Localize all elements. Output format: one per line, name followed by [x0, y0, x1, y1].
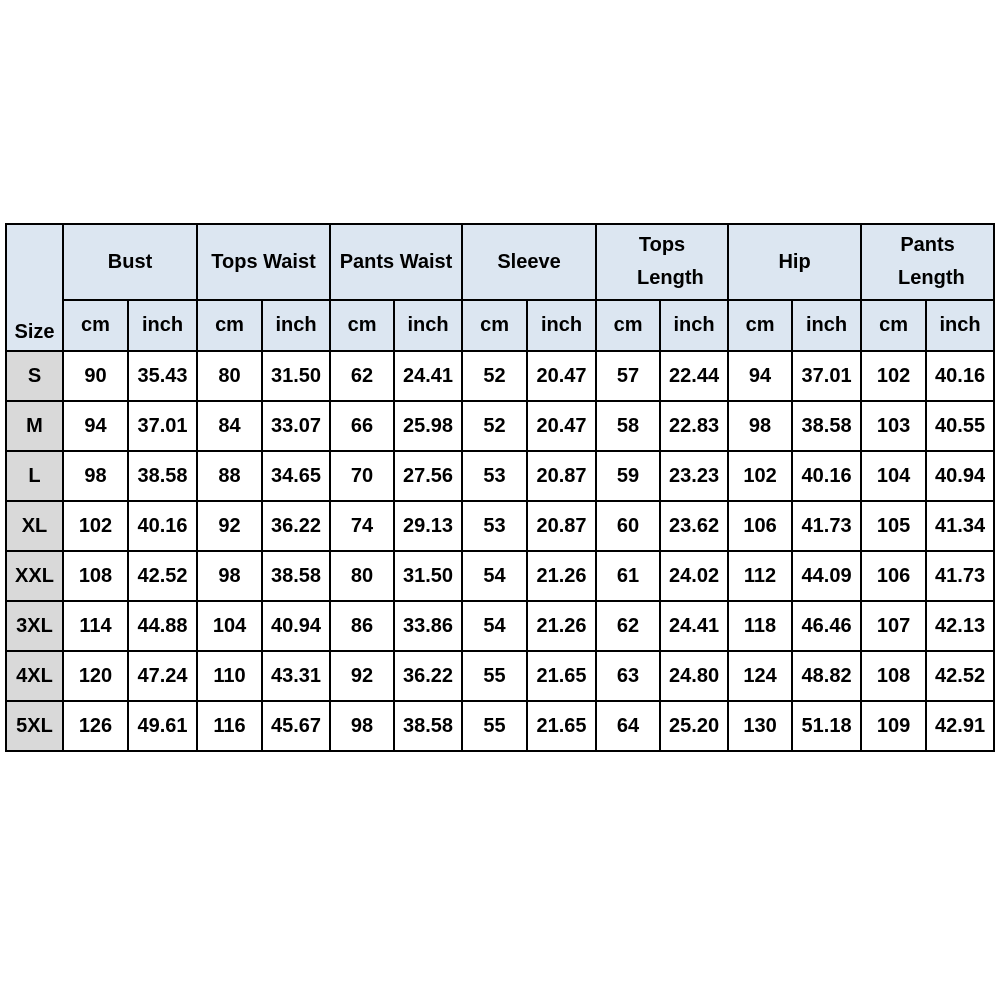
table-cell: 38.58: [792, 401, 861, 451]
table-row: [6, 651, 994, 701]
table-cell: 36.22: [394, 651, 462, 701]
table-cell: 80: [330, 551, 394, 601]
table-cell: 70: [330, 451, 394, 501]
table-cell: 36.22: [262, 501, 330, 551]
table-cell: 80: [197, 351, 262, 401]
table-cell: 40.16: [792, 451, 861, 501]
table-cell: 29.13: [394, 501, 462, 551]
table-cell: 107: [861, 601, 926, 651]
group-header-bust: Bust: [63, 224, 197, 300]
table-cell: 105: [861, 501, 926, 551]
table-cell: 40.16: [128, 501, 197, 551]
table-cell: 24.80: [660, 651, 728, 701]
table-cell: 23.62: [660, 501, 728, 551]
table-cell: 55: [462, 701, 527, 751]
table-row: [6, 401, 994, 451]
table-cell: 90: [63, 351, 128, 401]
table-row: [6, 701, 994, 751]
table-cell: 20.47: [527, 351, 596, 401]
table-cell: 42.52: [128, 551, 197, 601]
group-header-pants-waist: Pants Waist: [330, 224, 462, 300]
table-cell: 27.56: [394, 451, 462, 501]
table-cell: 94: [728, 351, 792, 401]
table-cell: 114: [63, 601, 128, 651]
table-cell: 104: [861, 451, 926, 501]
table-cell: 98: [728, 401, 792, 451]
table-cell: 53: [462, 501, 527, 551]
size-label: L: [6, 451, 63, 501]
table-cell: 44.88: [128, 601, 197, 651]
table-cell: 38.58: [394, 701, 462, 751]
table-cell: 102: [63, 501, 128, 551]
table-cell: 88: [197, 451, 262, 501]
table-cell: 59: [596, 451, 660, 501]
table-cell: 52: [462, 401, 527, 451]
unit-header-row: [6, 300, 994, 351]
table-cell: 112: [728, 551, 792, 601]
size-label: M: [6, 401, 63, 451]
table-cell: 54: [462, 551, 527, 601]
table-cell: 63: [596, 651, 660, 701]
table-cell: 124: [728, 651, 792, 701]
table-cell: 24.02: [660, 551, 728, 601]
group-header-row: [6, 224, 994, 300]
table-cell: 118: [728, 601, 792, 651]
unit-header-inch: inch: [792, 300, 861, 351]
table-cell: 102: [861, 351, 926, 401]
table-cell: 104: [197, 601, 262, 651]
table-cell: 20.87: [527, 501, 596, 551]
table-cell: 62: [330, 351, 394, 401]
size-label: S: [6, 351, 63, 401]
table-cell: 40.94: [262, 601, 330, 651]
table-cell: 60: [596, 501, 660, 551]
table-cell: 66: [330, 401, 394, 451]
table-row: [6, 551, 994, 601]
table-cell: 57: [596, 351, 660, 401]
unit-header-cm: cm: [462, 300, 527, 351]
table-cell: 21.26: [527, 601, 596, 651]
table-cell: 35.43: [128, 351, 197, 401]
table-cell: 33.86: [394, 601, 462, 651]
table-cell: 98: [330, 701, 394, 751]
table-cell: 120: [63, 651, 128, 701]
table-cell: 34.65: [262, 451, 330, 501]
size-header: Size: [6, 224, 63, 351]
table-cell: 37.01: [792, 351, 861, 401]
table-cell: 20.87: [527, 451, 596, 501]
unit-header-cm: cm: [728, 300, 792, 351]
table-row: [6, 601, 994, 651]
size-label: 5XL: [6, 701, 63, 751]
table-cell: 24.41: [660, 601, 728, 651]
table-cell: 61: [596, 551, 660, 601]
table-cell: 62: [596, 601, 660, 651]
table-cell: 108: [861, 651, 926, 701]
table-cell: 55: [462, 651, 527, 701]
table-cell: 21.26: [527, 551, 596, 601]
table-row: [6, 501, 994, 551]
table-cell: 25.20: [660, 701, 728, 751]
table-cell: 33.07: [262, 401, 330, 451]
table-cell: 41.73: [926, 551, 994, 601]
table-cell: 98: [197, 551, 262, 601]
table-cell: 86: [330, 601, 394, 651]
size-label: 3XL: [6, 601, 63, 651]
unit-header-cm: cm: [596, 300, 660, 351]
table-cell: 94: [63, 401, 128, 451]
table-cell: 40.94: [926, 451, 994, 501]
unit-header-cm: cm: [330, 300, 394, 351]
table-cell: 31.50: [394, 551, 462, 601]
table-cell: 64: [596, 701, 660, 751]
table-cell: 106: [861, 551, 926, 601]
table-cell: 92: [330, 651, 394, 701]
table-cell: 22.83: [660, 401, 728, 451]
size-chart-table: [5, 223, 995, 752]
table-cell: 42.91: [926, 701, 994, 751]
table-cell: 38.58: [262, 551, 330, 601]
size-label: XL: [6, 501, 63, 551]
unit-header-inch: inch: [926, 300, 994, 351]
table-cell: 41.73: [792, 501, 861, 551]
table-cell: 110: [197, 651, 262, 701]
table-cell: 51.18: [792, 701, 861, 751]
unit-header-inch: inch: [128, 300, 197, 351]
table-cell: 130: [728, 701, 792, 751]
unit-header-inch: inch: [527, 300, 596, 351]
table-cell: 47.24: [128, 651, 197, 701]
table-cell: 42.13: [926, 601, 994, 651]
size-chart-body: [6, 351, 994, 751]
table-cell: 106: [728, 501, 792, 551]
table-row: [6, 451, 994, 501]
table-cell: 31.50: [262, 351, 330, 401]
table-cell: 84: [197, 401, 262, 451]
table-cell: 42.52: [926, 651, 994, 701]
group-header-pants-length: Pants Length: [861, 224, 994, 300]
table-cell: 40.16: [926, 351, 994, 401]
unit-header-inch: inch: [394, 300, 462, 351]
table-cell: 48.82: [792, 651, 861, 701]
table-cell: 108: [63, 551, 128, 601]
unit-header-inch: inch: [262, 300, 330, 351]
table-cell: 23.23: [660, 451, 728, 501]
table-cell: 46.46: [792, 601, 861, 651]
table-cell: 98: [63, 451, 128, 501]
table-cell: 52: [462, 351, 527, 401]
table-cell: 25.98: [394, 401, 462, 451]
unit-header-cm: cm: [197, 300, 262, 351]
size-label: 4XL: [6, 651, 63, 701]
table-cell: 45.67: [262, 701, 330, 751]
table-cell: 74: [330, 501, 394, 551]
table-cell: 92: [197, 501, 262, 551]
table-cell: 37.01: [128, 401, 197, 451]
table-cell: 53: [462, 451, 527, 501]
table-cell: 126: [63, 701, 128, 751]
table-cell: 102: [728, 451, 792, 501]
group-header-sleeve: Sleeve: [462, 224, 596, 300]
unit-header-cm: cm: [63, 300, 128, 351]
table-cell: 58: [596, 401, 660, 451]
group-header-tops-waist: Tops Waist: [197, 224, 330, 300]
table-cell: 21.65: [527, 701, 596, 751]
table-cell: 49.61: [128, 701, 197, 751]
table-cell: 40.55: [926, 401, 994, 451]
group-header-hip: Hip: [728, 224, 861, 300]
table-cell: 38.58: [128, 451, 197, 501]
table-cell: 43.31: [262, 651, 330, 701]
table-cell: 24.41: [394, 351, 462, 401]
table-cell: 103: [861, 401, 926, 451]
group-header-tops-length: Tops Length: [596, 224, 728, 300]
table-cell: 116: [197, 701, 262, 751]
table-cell: 41.34: [926, 501, 994, 551]
table-cell: 54: [462, 601, 527, 651]
table-row: [6, 351, 994, 401]
unit-header-cm: cm: [861, 300, 926, 351]
table-cell: 20.47: [527, 401, 596, 451]
table-cell: 44.09: [792, 551, 861, 601]
unit-header-inch: inch: [660, 300, 728, 351]
table-cell: 21.65: [527, 651, 596, 701]
table-cell: 109: [861, 701, 926, 751]
size-label: XXL: [6, 551, 63, 601]
table-cell: 22.44: [660, 351, 728, 401]
